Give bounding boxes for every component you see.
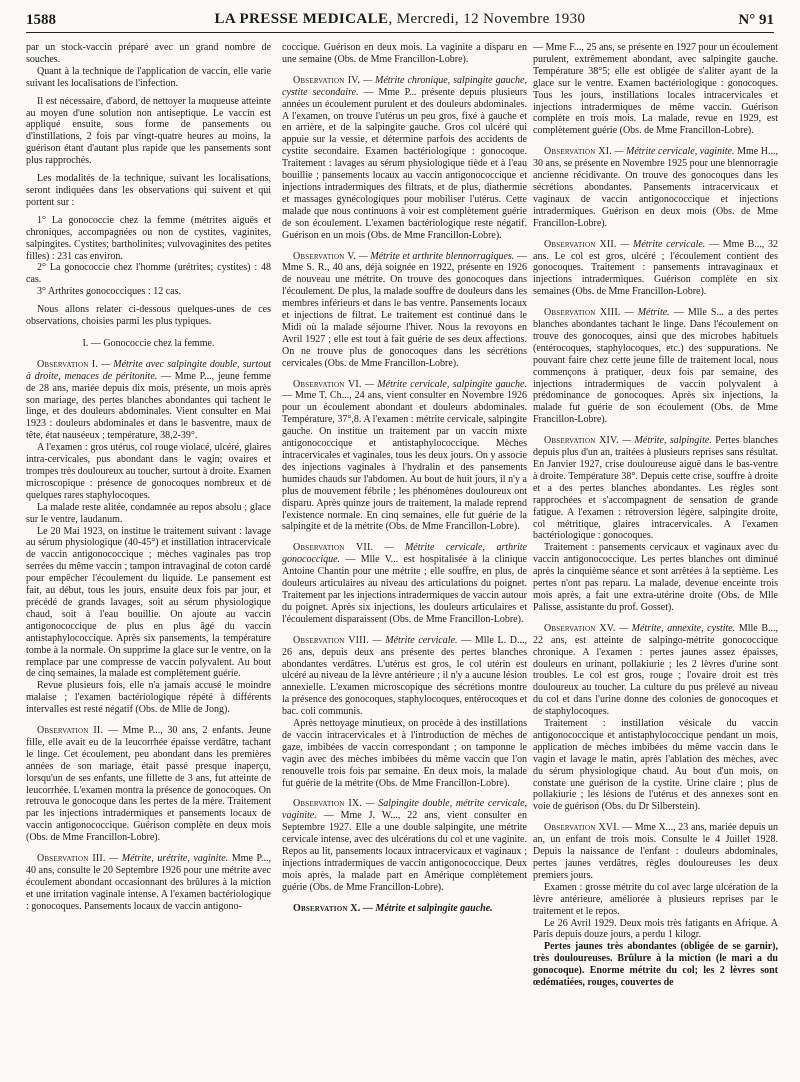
observation-paragraph [533, 239, 778, 299]
body-paragraph: Traitement : instillation vésicale du vaccin antigonococcique et antistaphylococcique pendant un mois, application de mèches imbibées du même vaccin dans le vagin et lavage le matin, après l'ablation des mèches, avec du sérum physiologique chaud. Au bout d'un mois, on constate une guérison de la cystite. Urine claire ; plus de pollakiurie ; les lésions de l'utérus et des annexes sont en voie de guérison (Obs. du Dr Silberstein). [533, 718, 778, 813]
observation-paragraph [533, 307, 778, 426]
text-column-left [26, 42, 271, 1072]
observation-label: Observation IX. [293, 798, 363, 810]
page-number: 1588 [26, 12, 56, 28]
observation-body: — Mlle V... est hospitalisée à la clinique Antoine Chantin pour une métrite ; elle souffre, en plus, de douleurs articulaires au niveau des articulations du poignet. Traitement par les injections intradermiques de vaccin autour du poignet. Après six injections, les douleurs articulaires et l'écoulement disparaissent (Obs. de Mme Francillon-Lobre). [282, 554, 527, 625]
observation-title: — Métrite cervicale. [620, 238, 706, 250]
observation-body: — Mlle L. D..., 26 ans, depuis deux ans présente des pertes blanches abondantes verdâtres. L'utérus est gros, le col utérin est ulcéré au niveau de la lèvre antérieure ; il n'y a aucune lésion annexielle. L'examen microscopique des sécrétions montre la présence des gonocoques, staphylocoques, entérocoques et bac. coli communis. [282, 634, 527, 718]
body-paragraph: La malade reste alitée, condamnée au repos absolu ; glace sur le ventre, laudanum. [26, 501, 271, 525]
observation-title: — Salpingite double, métrite cervicale, vaginite. [282, 798, 527, 822]
observation-paragraph [282, 75, 527, 242]
observation-label: Observation X. [293, 902, 361, 914]
page-header [26, 10, 774, 33]
observation-paragraph [282, 379, 527, 534]
body-paragraph: Revue plusieurs fois, elle n'a jamais accusé le moindre malaise ; l'examen bactériologique répété à différents intervalles est resté négatif (Obs. de Mlle de Jong). [26, 680, 271, 716]
body-paragraph: Après nettoyage minutieux, on procède à des instillations de vaccin intracervicales et à l'introduction de mèches de gaze, imbibées de vaccin correspondant ; on tamponne le vagin avec des mèches imbibées du même vaccin que l'on renouvelle trois fois par semaine. En deux mois, la malade fut guérie de la métrite (Obs. de Mme Francillon-Lobre). [282, 718, 527, 789]
observation-body: — Mme B..., 32 ans. Le col est gros, ulcéré ; l'écoulement contient des gonocoques. Traitement : pansements intravaginaux et injections intradermiques. Guérison complète en six semaines (Obs. de Mme Francillon-Lobre). [533, 238, 778, 298]
observation-title: — Métrite, annexite, cystite. [619, 622, 736, 634]
body-paragraph: 3° Arthrites gonococciques : 12 cas. [37, 286, 181, 298]
observation-body: — Mme P..., jeune femme de 28 ans, mariée depuis dix mois, présente, un mois après son mariage, des pertes blanches abondantes qui tachent le linge, et des douleurs abdominales. Vient consulter en Mai 1923 : douleurs abdominales et dans le basventre, maux de tête, état nauséeux ; température, 38,2-39°. [26, 370, 271, 442]
observation-body: Mme H..., 30 ans, se présente en Novembre 1925 pour une blennorragie ancienne récidivante. On trouve des gonocoques dans les sécrétions abondantes. Pansements intracervicaux et vaginaux de vaccin antigonococcique et injections intradermiques. Guérison en deux mois (Obs. de Mme Francillon-Lobre). [533, 146, 778, 229]
observation-title: — Métrite et salpingite gauche. [362, 902, 493, 914]
observation-paragraph [533, 822, 778, 882]
observation-label: Observation IV. [293, 74, 361, 86]
observation-paragraph [282, 635, 527, 718]
issue-number: N° 91 [738, 12, 774, 28]
text-column-right [533, 42, 778, 1072]
text-column-middle [282, 42, 527, 1072]
observation-label: Observation XV. [544, 622, 616, 634]
observation-body: Mme P..., 40 ans, consulte le 20 Septembre 1926 pour une métrite avec écoulement abondant occasionnant des brûlures à la miction et une irritation vaginale intense. A l'examen bactériologique : gonocoques. Pansements locaux de vaccin antigono- [26, 853, 271, 912]
observation-label: Observation VIII. [293, 634, 369, 646]
observation-label: Observation XIV. [544, 435, 619, 447]
body-paragraph: par un stock-vaccin préparé avec un grand nombre de souches. [26, 42, 271, 65]
section-heading: I. — Gonococcie chez la femme. [82, 337, 215, 349]
body-paragraph: Le 26 Avril 1929. Deux mois très fatigants en Afrique. A Paris depuis douze jours, a perdu 1 kilogr. [533, 917, 778, 941]
body-paragraph: Traitement : pansements cervicaux et vaginaux avec du vaccin antigonococcique. Les pertes blanches ont diminué après la cinquième séance et sont arrêtées à la septième. Les pertes n'ont pas reparu. La malade, devenue enceinte trois mois après, a fait une extra-utérine droite (Obs. de Mlle Palisse, assistante du prof. Gosset). [533, 542, 778, 613]
body-paragraph: Il est nécessaire, d'abord, de nettoyer la muqueuse atteinte au moyen d'une solution non antiseptique. Le vaccin est appliqué ensuite, sous forme de pansements ou d'instillations, 2 fois par vingt-quatre heures au moins, la guérison étant d'autant plus rapide que les pansements sont plus rapprochés. [26, 95, 271, 167]
body-paragraph: — Mme F..., 25 ans, se présente en 1927 pour un écoulement purulent, extrêmement abondant, avec salpingite gauche. Température 38°5; elle est obligée de s'aliter ayant de la glace sur le ventre. Examen bactériologique : gonocoques. Tous les jours, instillations locales intracervicales et injections intradermiques de même vaccin. Guérison complète en trois mois. La malade, revue en 1929, est complètement guérie (Obs. de Mme Francillon-Lobre). [533, 42, 778, 137]
observation-title: — Métrite. [624, 307, 670, 319]
observation-body: — Mme T. Ch..., 24 ans, vient consulter en Novembre 1926 pour un écoulement abondant et douleurs abdominales. Température, 37°,8. A l'examen : métrite cervicale, salpingite gauche. On institue un traitement par un vaccin mixte antigonococcique et antistaphylococcique. Mèches intracervicales et vaginales, tous les deux jours. On y associe des injections vaginales à l'hydralin et des pansements humides chauds sur l'abdomen. Au bout de huit jours, il n'y a plus de mouvement fébrile ; les phénomènes douloureux ont disparu. Après quinze jours de traitement, la malade reprend l'existence normale. En cinq semaines, elle fut guérie de la salpingite et de la métrite (Obs. de Mme Francillon-Lobre). [282, 390, 527, 533]
observation-body: — Mme X..., 23 ans, mariée depuis un an, un enfant de trois mois. Consulte le 4 Juillet 1928. Depuis la naissance de l'enfant : douleurs abdominales, pertes jaunes verdâtres, règles douloureuses les deux premiers jours. [533, 822, 778, 881]
body-paragraph: Nous allons relater ci-dessous quelques-unes de ces observations, choisies parmi les plus typiques. [26, 304, 271, 328]
observation-title: — Métrite cervicale, salpingite gauche. [365, 378, 527, 390]
observation-title: — Métrite cervicale, arthrite gonococcique. [282, 542, 527, 566]
observation-title: — Métrite, salpingite. [622, 435, 712, 447]
observation-paragraph [533, 435, 778, 542]
observation-body: — Mlle S... a des pertes blanches abondantes tachant le linge. Dans l'écoulement on trouve des gonocoques, ainsi que des microbes habituels (entérocoques, staphylocoques, etc.) des suppurations. Ne pouvant faire chez cette jeune fille de traitement local, nous commençons à pratiquer, deux fois par semaine, des injections intradermiques de vaccin polyvalent à prédominance de gonocoques. Après six injections, la malade fut guérie de son écoulement (Obs. de Mme Francillon-Lobre). [533, 307, 778, 426]
observation-label: Observation III. [37, 853, 106, 865]
observation-label: Observation V. [293, 250, 357, 262]
observation-paragraph [282, 903, 527, 915]
body-paragraph: 2° La gonococcie chez l'homme (urétrites; cystites) : 48 cas. [26, 262, 271, 286]
observation-title: — Métrite avec salpingite double, surtout à droite, menaces de péritonite. [26, 358, 271, 382]
observation-label: Observation VI. [293, 378, 362, 390]
body-paragraph: Examen : grosse métrite du col avec large ulcération de la lèvre antérieure, améliorée à plusieurs reprises par le traitement et le repos. [533, 881, 778, 917]
observation-paragraph [282, 798, 527, 893]
observation-body: Mlle B..., 22 ans, est atteinte de salpingo-métrite gonococcique chronique. A l'examen : pertes jaunes assez épaisses, douleurs en urinant, pollakiurie ; les 2 lèvres d'urine sont troubles. Le col est gros, rouge ; l'ovaire droit est très douloureux au toucher. La culture du pus prélevé au niveau du col et dans l'urine donne des colonies de gonocoques et de staphylocoques. [533, 622, 778, 718]
observation-label: Observation II. [37, 725, 104, 737]
observation-paragraph [282, 251, 527, 370]
body-paragraph: Pertes jaunes très abondantes (obligée de se garnir), très douloureuses. Brûlure à la miction (le mari a du gonocoque). Enorme métrite du col; les 2 lèvres sont œdématiées, rouges, couvertes de [533, 941, 778, 989]
issue-date: Mercredi, 12 Novembre 1930 [396, 11, 586, 27]
observation-paragraph [26, 725, 271, 844]
observation-label: Observation XI. [544, 146, 612, 158]
observation-body: — Mme J. W..., 22 ans, vient consulter en Septembre 1927. Elle a une double salpingite, une métrite cervicale intense, avec des ulcérations du col et une vaginite. Repos au lit, pansements locaux intracervicaux et vaginaux ; injections intradermiques de vaccin antigonococcique. Deux mois après, la malade part en Amérique complètement guérie (Obs. de Mme Francillon-Lobre). [282, 810, 527, 893]
body-paragraph: Quant à la technique de l'application de vaccin, elle varie suivant les localisations de l'infection. [26, 65, 271, 89]
observation-label: Observation VII. [293, 542, 374, 554]
observation-body: Pertes blanches depuis plus d'un an, traitées à plusieurs reprises sans résultat. En Janvier 1927, crise douloureuse aiguë dans le bas-ventre à droite. Température 38°. Depuis cette crise, souffre à droite et a des pertes blanches abondantes. Les règles sont rapprochées et s'accompagnent de sensation de grande fatigue. A l'examen : rétroversion légère, salpingite droite, col métritique, glaires intracervicales. A l'examen bactériologique : gonocoques. [533, 435, 778, 542]
observation-label: Observation XIII. [544, 307, 621, 319]
observation-label: Observation I. [37, 358, 99, 370]
observation-body: — Mme P... présente depuis plusieurs années un écoulement purulent et des douleurs abdominales. A l'examen, on trouve l'utérus un peu gros, fixé à gauche et en arrière, et de la salpingite gauche. Gros col ulcéré qui appuie sur la vessie, et détermine parfois des accidents de cystite secondaire. Examen bactériologique : gonocoque. Traitement : lavages au sérum physiologique tiède et à l'eau bouillie ; pansements locaux au vaccin antigonococcique et injections intradermiques des filtrats, et de plus, diathermie et massages gynécologiques pour mobiliser l'utérus. Cette malade que nous continuons à voir est complètement guérie de son écoulement. L'examen bactériologique reste négatif. Guérison en un mois (Obs. de Mme Francillon-Lobre). [282, 86, 527, 241]
body-paragraph: coccique. Guérison en deux mois. La vaginite a disparu en une semaine (Obs. de Mme Francillon-Lobre). [282, 42, 527, 65]
journal-title: LA PRESSE MEDICALE, Mercredi, 12 Novembre 1930 [214, 11, 586, 27]
body-paragraph: A l'examen : gros utérus, col rouge violacé, ulcéré, glaires intra-cervicales, pus abondant dans le vagin; ovaires et trompes très douloureux au toucher, surtout à droite. Examen microscopique : présence de gonocoques nombreux et de quelques rares staphylocoques. [26, 442, 271, 501]
observation-label: Observation XVI. [544, 822, 620, 834]
body-paragraph: Le 20 Mai 1923, on institue le traitement suivant : lavage au sérum physiologique (40-45°) et instillation intracervicale de vaccin antigonococcique ; mèches vaginales pas trop serrées du même vaccin ; tampon intravaginal de coton cardé pour empêcher l'écoulement du liquide. Le pansement est fait, au début, tous les jours, ensuite deux fois par jour, et précédé de grands lavages, soit au sérum physiologique chaud, soit à l'eau bouillie. On ajoute au vaccin antigonococcique de plus en plus âgé du vaccin antistaphylococcique. Après six pansements, la température tombe à la normale. On supprime la glace sur le ventre, on la remplace par une compresse de vaccin polyvalent. Au bout de cinq semaines, la malade est complètement guérie. [26, 525, 271, 680]
observation-label: Observation XII. [544, 238, 617, 250]
observation-title: — Métrite et arthrite blennorragiques. [358, 250, 515, 262]
observation-paragraph [26, 359, 271, 442]
observation-body: — Mme S. R., 40 ans, déjà soignée en 1922, présente en 1926 de nouveau une métrite. On trouve des gonocoques dans l'écoulement. De plus, la malade souffre de douleurs dans les membres inférieurs et dans le bas ventre. Pansements locaux et injections de filtrat. Le traitement est continué dans le Midi où la malade séjourne l'hiver. Nous la revoyons en Avril 1927 ; elle est tout à fait guérie de ses deux affections. On ne trouve plus de gonocoques dans les sécrétions cervicales (Obs. de Mme Francillon-Lobre). [282, 250, 527, 369]
observation-paragraph [533, 146, 778, 229]
observation-paragraph [26, 853, 271, 913]
observation-title: — Métrite cervicale, vaginite. [614, 146, 735, 158]
journal-name: LA PRESSE MEDICALE [214, 11, 389, 27]
observation-title: — Métrite chronique, salpingite gauche, cystite secondaire. [282, 74, 527, 98]
body-paragraph: 1° La gonococcie chez la femme (métrites aiguës et chroniques, accompagnées ou non de cystites, vaginites, salpingites. Cystites; bartholinites; vulvovaginites des petites filles) : 231 cas environ. [26, 214, 271, 262]
body-paragraph: Les modalités de la technique, suivant les localisations, seront indiquées dans les observations qui suivent et qui portent sur : [26, 173, 271, 208]
observation-paragraph [533, 623, 778, 718]
observation-title: — Métrite cervicale. [372, 634, 458, 646]
observation-body: — Mme P..., 30 ans, 2 enfants. Jeune fille, elle avait eu de la leucorrhée épaisse verdâtre, tachant le linge. Cet écoulement, peu abondant dans les premières années de son mariage, était passé presque inaperçu, lorsqu'un de ses enfants, une fillette de 3 ans, fut atteinte de leucorrhée. L'examen montra la présence de gonocoques. On retrouva le gonocoque dans les pertes de la mère. Traitement par les injections intradermiques et pansements locaux de vaccin antigonococcique. Guérison complète en deux mois (Obs. de Mme Francillon-Lobre). [26, 725, 271, 844]
observation-paragraph [282, 542, 527, 625]
observation-title: — Métrite, urétrite, vaginite. [109, 853, 229, 865]
